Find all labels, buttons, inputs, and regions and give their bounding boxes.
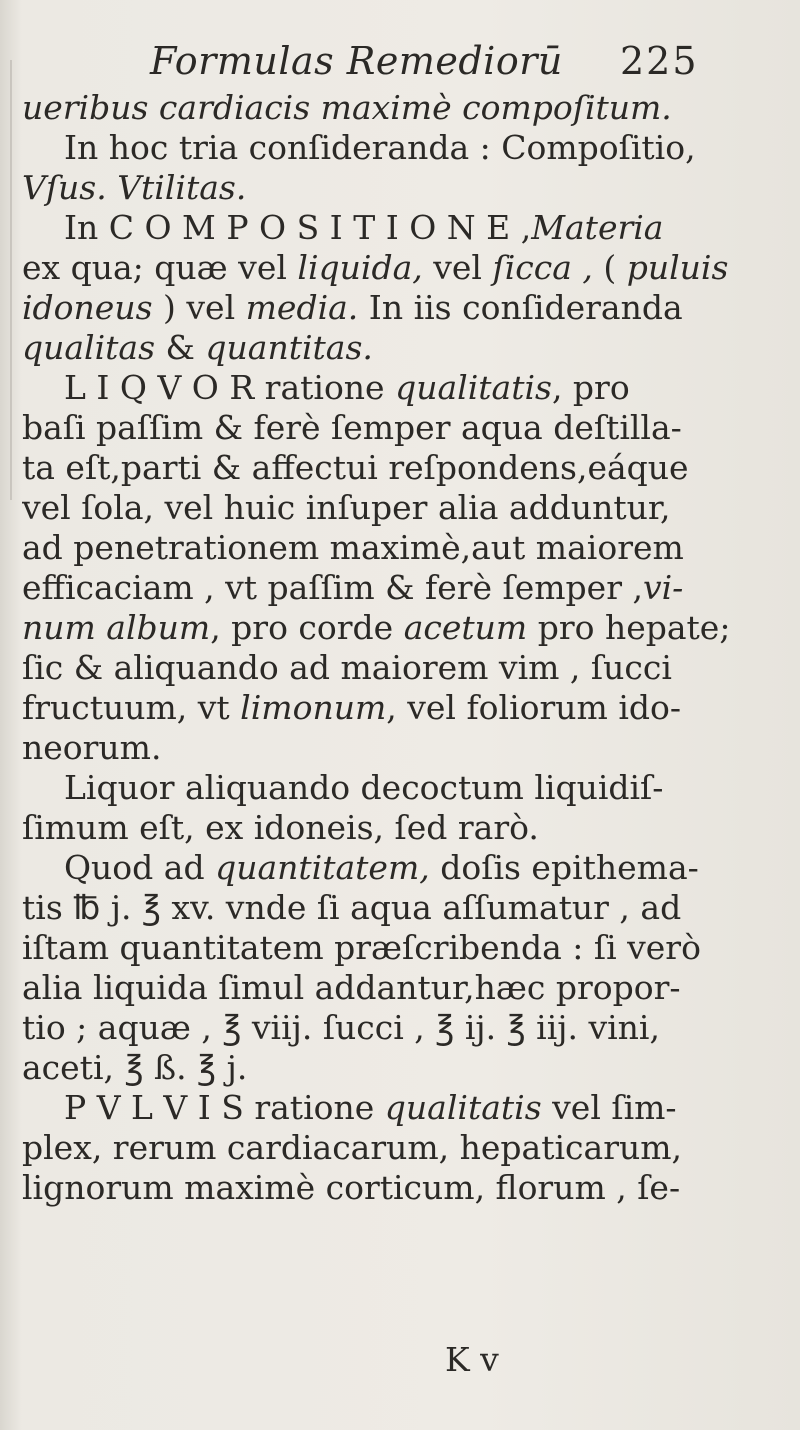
page-number: 225	[620, 39, 699, 83]
text-line: tio ; aquæ , ℥ viij. ſucci , ℥ ij. ℥ iij. vini,	[22, 1008, 660, 1047]
page-header	[150, 38, 770, 84]
text-line: idoneus ) vel media. In iis conſideranda	[22, 288, 683, 327]
text-line: Vſus. Vtilitas.	[22, 168, 247, 207]
text-line: num album, pro corde acetum pro hepate;	[22, 608, 731, 647]
text-line: ad penetrationem maximè,aut maiorem	[22, 528, 684, 567]
text-line: ueribus cardiacis maximè compoſitum.	[22, 88, 672, 127]
text-line: baſi paſſim & ferè ſemper aqua deſtilla-	[22, 408, 682, 447]
text-line: aceti, ℥ ß. ℥ j.	[22, 1048, 248, 1087]
text-line: Quod ad quantitatem, doſis epithema-	[64, 848, 699, 887]
text-line: In hoc tria conſideranda : Compoſitio,	[64, 128, 696, 167]
text-line: In C O M P O S I T I O N E ,Materia	[64, 208, 664, 247]
text-line: ex qua; quæ vel liquida, vel ſicca , ( puluis	[22, 248, 729, 287]
text-line: neorum.	[22, 728, 162, 767]
running-title: Formulas Remediorū	[150, 39, 563, 83]
text-line: vel ſola, vel huic inſuper alia adduntur,	[22, 488, 671, 527]
body-text	[22, 88, 782, 1208]
text-line: efficaciam , vt paſſim & ferè ſemper ,vi-	[22, 568, 684, 607]
text-line: Liquor aliquando decoctum liquidiſ-	[64, 768, 664, 807]
text-line: iſtam quantitatem præſcribenda : ſi verò	[22, 928, 701, 967]
text-line: ſic & aliquando ad maiorem vim , ſucci	[22, 648, 672, 687]
text-line: tis ℔ j. ℥ xv. vnde ſi aqua aſſumatur , ad	[22, 888, 682, 927]
text-line: P V L V I S ratione qualitatis vel ſim-	[64, 1088, 677, 1127]
text-line: ta eſt,parti & affectui reſpondens,eáque	[22, 448, 689, 487]
text-line: plex, rerum cardiacarum, hepaticarum,	[22, 1128, 683, 1167]
text-line: ſimum eſt, ex idoneis, ſed rarò.	[22, 808, 539, 847]
gutter-shadow	[10, 60, 12, 500]
text-line: qualitas & quantitas.	[22, 328, 373, 367]
text-line: L I Q V O R ratione qualitatis, pro	[64, 368, 630, 407]
text-line: fructuum, vt limonum, vel foliorum ido-	[22, 688, 682, 727]
text-line: alia liquida ſimul addantur,hæc propor-	[22, 968, 681, 1007]
text-line: lignorum maximè corticum, florum , ſe-	[22, 1168, 681, 1207]
catchword: K v	[445, 1340, 499, 1379]
